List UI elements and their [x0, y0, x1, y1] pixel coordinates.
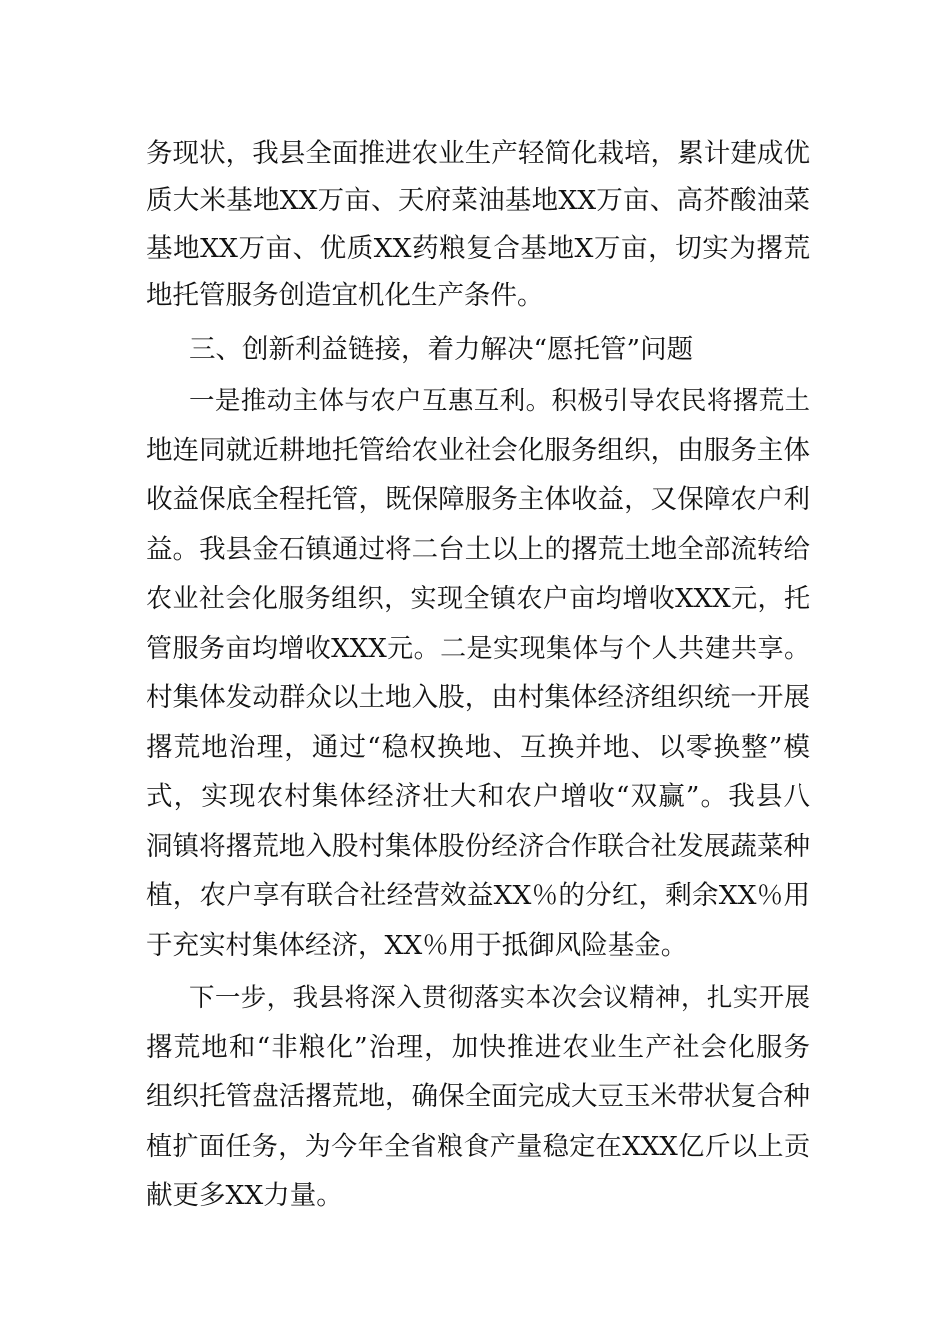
- section-heading: 三、创新利益链接，着力解决“愿托管”问题: [189, 334, 694, 365]
- paragraph-line: 村集体发动群众以土地入股，由村集体经济组织统一开展: [146, 682, 810, 713]
- paragraph-line: 一是推动主体与农户互惠互利。积极引导农民将撂荒土: [189, 386, 810, 416]
- paragraph-line: 洞镇将撂荒地入股村集体股份经济合作联合社发展蔬菜种: [146, 831, 810, 862]
- paragraph-line: 献更多XX力量。: [146, 1180, 343, 1211]
- paragraph-line: 式，实现农村集体经济壮大和农户增收“双赢”。我县八: [146, 781, 810, 812]
- paragraph-line: 管服务亩均增收XXX元。二是实现集体与个人共建共享。: [146, 634, 810, 664]
- paragraph-line: 植，农户享有联合社经营效益XX％的分红，剩余XX％用: [146, 880, 810, 911]
- paragraph-line: 地连同就近耕地托管给农业社会化服务组织，由服务主体: [146, 435, 810, 466]
- paragraph-line: 撂荒地和“非粮化”治理，加快推进农业生产社会化服务: [146, 1032, 810, 1063]
- paragraph-line: 植扩面任务，为今年全省粮食产量稳定在XXX亿斤以上贡: [146, 1132, 810, 1162]
- paragraph-line: 质大米基地XX万亩、天府菜油基地XX万亩、高芥酸油菜: [146, 185, 810, 216]
- paragraph-line: 益。我县金石镇通过将二台土以上的撂荒土地全部流转给: [146, 534, 810, 565]
- paragraph-line: 撂荒地治理，通过“稳权换地、互换并地、以零换整”模: [146, 732, 810, 763]
- paragraph-line: 务现状，我县全面推进农业生产轻简化栽培，累计建成优: [146, 138, 810, 169]
- paragraph-line: 下一步，我县将深入贯彻落实本次会议精神，扎实开展: [189, 983, 810, 1013]
- paragraph-line: 组织托管盘活撂荒地，确保全面完成大豆玉米带状复合种: [146, 1081, 810, 1112]
- paragraph-line: 于充实村集体经济，XX％用于抵御风险基金。: [146, 930, 688, 961]
- paragraph-line: 收益保底全程托管，既保障服务主体收益，又保障农户利: [146, 484, 810, 515]
- paragraph-line: 基地XX万亩、优质XX药粮复合基地X万亩，切实为撂荒: [146, 233, 810, 264]
- paragraph-line: 地托管服务创造宜机化生产条件。: [146, 280, 544, 311]
- paragraph-line: 农业社会化服务组织，实现全镇农户亩均增收XXX元，托: [146, 584, 810, 614]
